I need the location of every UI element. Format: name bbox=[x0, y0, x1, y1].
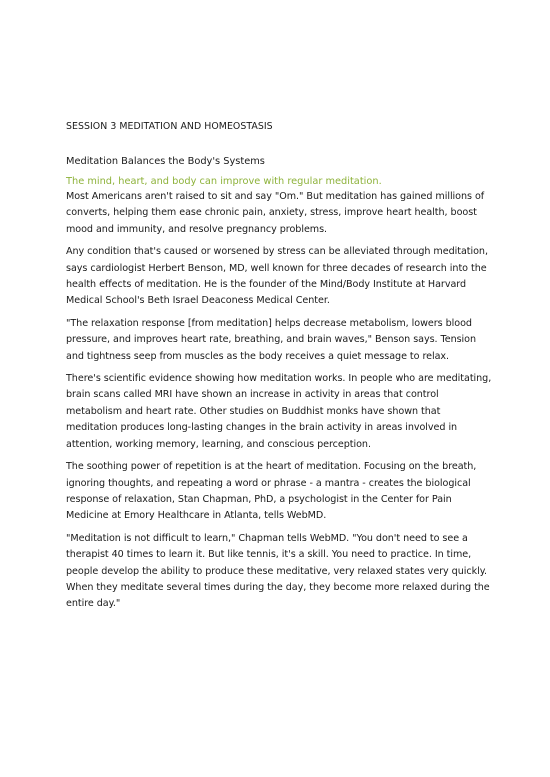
paragraph-5: The soothing power of repetition is at the heart of meditation. Focusing on the breath, ignoring thoughts, and repeating a word or phrase - a mantra - creates the biological response of relaxation, Stan Chapman, PhD, a psychologist in the Center for Pain Medicine at Emory Healthcare in Atlanta, tells WebMD. bbox=[66, 461, 477, 522]
session-title: SESSION 3 MEDITATION AND HOMEOSTASIS bbox=[66, 121, 273, 132]
paragraph-3: "The relaxation response [from meditation] helps decrease metabolism, lowers blood pressure, and improves heart rate, breathing, and brain waves," Benson says. Tension and tightness seep from muscles as the body receives a quiet message to relax. bbox=[66, 317, 477, 362]
paragraph-1: Most Americans aren't raised to sit and say "Om." But meditation has gained millions of converts, helping them ease chronic pain, anxiety, stress, improve heart health, boost mood and immunity, and resolve pregnancy problems. bbox=[66, 191, 485, 235]
paragraph-6: "Meditation is not difficult to learn," Chapman tells WebMD. "You don't need to see a therapist 40 times to learn it. But like tennis, it's a skill. You need to practice. In time, people develop the ability to produce these meditative, very relaxed states very quickly. When they meditate several times during the day, they become more relaxed during the entire day." bbox=[66, 532, 490, 610]
page-content bbox=[66, 120, 494, 619]
article-lead: The mind, heart, and body can improve with regular meditation. bbox=[66, 176, 382, 187]
paragraph-2: Any condition that's caused or worsened by stress can be alleviated through meditation, says cardiologist Herbert Benson, MD, well known for three decades of research into the health effects of meditation. He is the founder of the Mind/Body Institute at Harvard Medical School's Beth Israel Deaconess Medical Center. bbox=[66, 246, 488, 307]
paragraph-4: There's scientific evidence showing how meditation works. In people who are meditating, brain scans called MRI have shown an increase in activity in areas that control metabolism and heart rate. Other studies on Buddhist monks have shown that meditation produces long-lasting changes in the brain activity in areas involved in attention, working memory, learning, and conscious perception. bbox=[66, 373, 492, 450]
article-subtitle: Meditation Balances the Body's Systems bbox=[66, 156, 265, 167]
